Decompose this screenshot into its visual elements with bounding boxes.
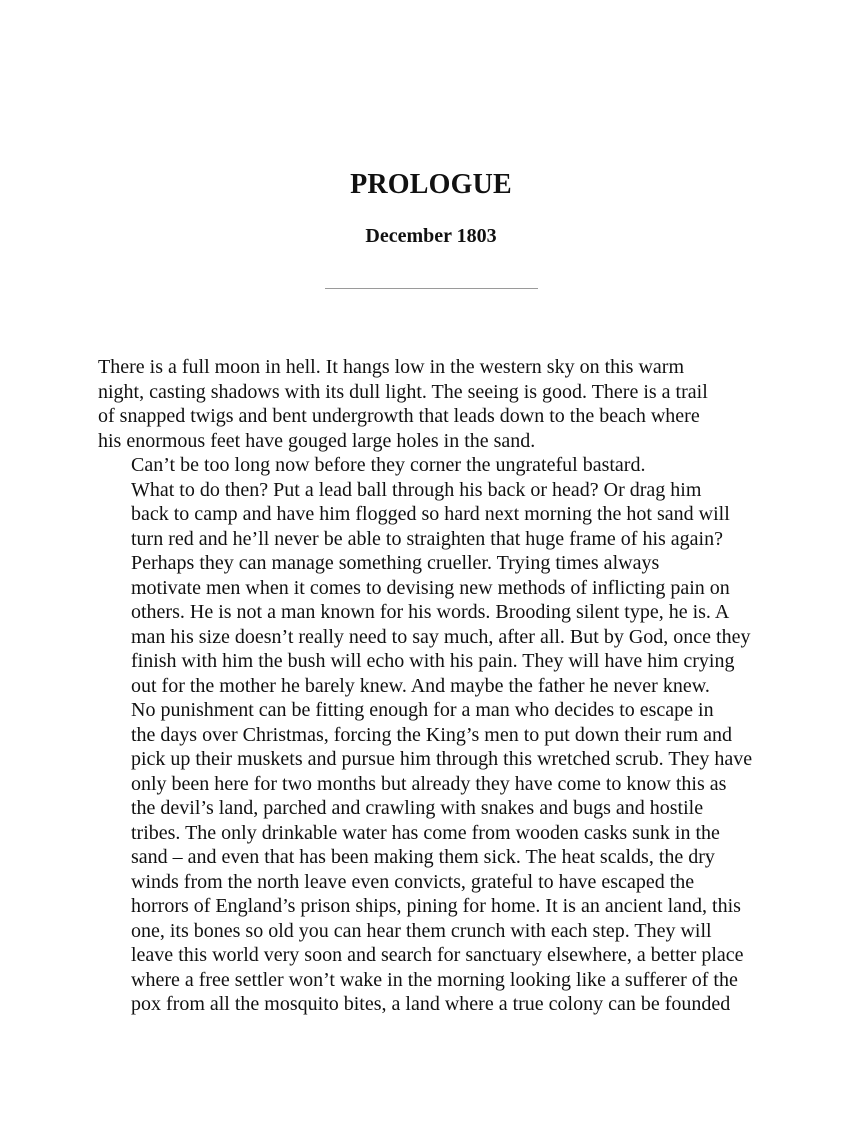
prologue-body-text [98,355,768,1017]
text-line: of snapped twigs and bent undergrowth that leads down to the beach where [98,405,700,427]
text-line: finish with him the bush will echo with his pain. They will have him crying [131,650,735,672]
body-paragraph [98,355,768,453]
text-line: back to camp and have him flogged so hard next morning the hot sand will [131,503,730,525]
text-line: out for the mother he barely knew. And maybe the father he never knew. [131,674,710,697]
text-line: tribes. The only drinkable water has come from wooden casks sunk in the [131,821,720,844]
body-paragraph [98,698,768,1017]
body-paragraph [98,551,768,698]
text-line: his enormous feet have gouged large holes in the sand. [98,429,536,452]
text-line: the days over Christmas, forcing the King’s men to put down their rum and [131,723,733,746]
text-line: What to do then? Put a lead ball through his back or head? Or drag him [131,478,702,501]
text-line: only been here for two months but already they have come to know this as [131,772,727,795]
text-line: horrors of England’s prison ships, pining for home. It is an ancient land, this [131,895,741,917]
text-line: pox from all the mosquito bites, a land where a true colony can be founded [131,993,731,1015]
text-line: No punishment can be fitting enough for a man who decides to escape in [131,699,714,721]
body-paragraph [98,453,768,478]
text-line: sand – and even that has been making them sick. The heat scalds, the dry [131,846,715,868]
text-line: Perhaps they can manage something crueller. Trying times always [131,552,660,574]
text-line: Can’t be too long now before they corner the ungrateful bastard. [131,454,646,476]
text-line: winds from the north leave even convicts, grateful to have escaped the [131,870,695,893]
text-line: others. He is not a man known for his words. Brooding silent type, he is. A [131,601,730,623]
text-line: There is a full moon in hell. It hangs low in the western sky on this warm [98,356,685,378]
chapter-date-subtitle: December 1803 [365,225,497,247]
chapter-title: PROLOGUE [350,169,512,200]
text-line: pick up their muskets and pursue him through this wretched scrub. They have [131,748,753,770]
text-line: leave this world very soon and search for sanctuary elsewhere, a better place [131,944,744,966]
text-line: man his size doesn’t really need to say much, after all. But by God, once they [131,625,751,648]
text-line: motivate men when it comes to devising new methods of inflicting pain on [131,576,730,599]
text-line: where a free settler won’t wake in the morning looking like a sufferer of the [131,968,738,991]
body-paragraph [98,478,768,552]
text-line: night, casting shadows with its dull light. The seeing is good. There is a trail [98,380,708,403]
text-line: the devil’s land, parched and crawling with snakes and bugs and hostile [131,797,704,819]
text-line: turn red and he’ll never be able to straighten that huge frame of his again? [131,527,723,550]
text-line: one, its bones so old you can hear them crunch with each step. They will [131,919,712,942]
section-divider-rule [325,288,538,289]
